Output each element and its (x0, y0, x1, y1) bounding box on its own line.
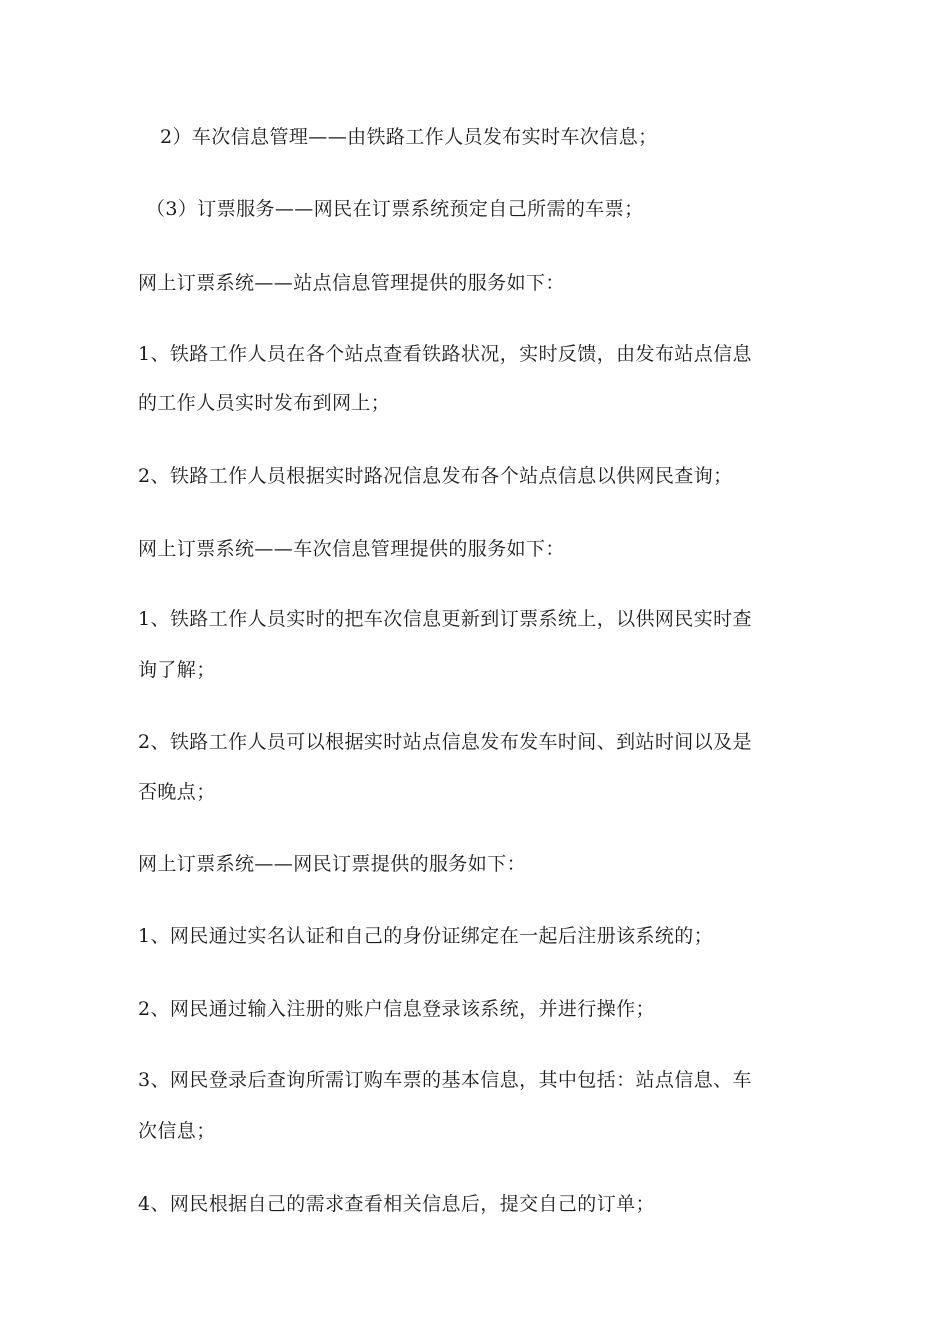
text-line: 4、网民根据自己的需求查看相关信息后，提交自己的订单； (138, 1193, 655, 1215)
section-heading: 网上订票系统——站点信息管理提供的服务如下： (138, 272, 565, 294)
text-line: 2）车次信息管理——由铁路工作人员发布实时车次信息； (160, 126, 658, 148)
text-line: 询了解； (138, 659, 216, 681)
text-line: 次信息； (138, 1120, 216, 1142)
text-line: 2、铁路工作人员可以根据实时站点信息发布发车时间、到站时间以及是 (138, 731, 752, 753)
text-line: 的工作人员实时发布到网上； (138, 392, 391, 414)
text-line: 1、铁路工作人员在各个站点查看铁路状况，实时反馈，由发布站点信息 (138, 343, 752, 365)
section-heading: 网上订票系统——网民订票提供的服务如下： (138, 853, 527, 875)
text-line: 1、铁路工作人员实时的把车次信息更新到订票系统上，以供网民实时查 (138, 608, 752, 630)
text-line: 2、网民通过输入注册的账户信息登录该系统，并进行操作； (138, 998, 655, 1020)
text-line: 3、网民登录后查询所需订购车票的基本信息，其中包括：站点信息、车 (138, 1069, 752, 1091)
text-line: （3）订票服务——网民在订票系统预定自己所需的车票； (146, 198, 644, 220)
text-line: 1、网民通过实名认证和自己的身份证绑定在一起后注册该系统的； (138, 925, 714, 947)
text-line: 否晚点； (138, 781, 216, 803)
section-heading: 网上订票系统——车次信息管理提供的服务如下： (138, 538, 565, 560)
text-line: 2、铁路工作人员根据实时路况信息发布各个站点信息以供网民查询； (138, 465, 733, 487)
